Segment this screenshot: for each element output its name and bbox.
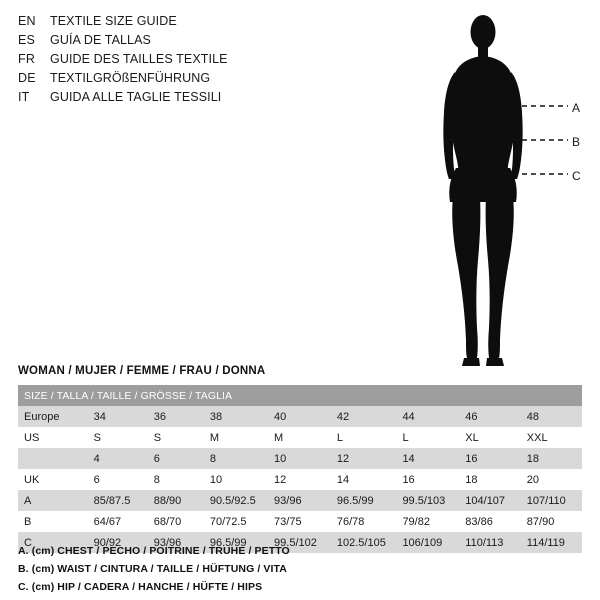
cell: 76/78 [331, 511, 397, 532]
cell: 114/119 [521, 532, 582, 553]
cell: 34 [88, 406, 148, 427]
cell: 90.5/92.5 [204, 490, 268, 511]
language-text-de: TEXTILGRÖßENFÜHRUNG [50, 71, 211, 85]
measure-label-c: C [572, 169, 581, 183]
table-row [18, 490, 582, 511]
cell: 10 [204, 469, 268, 490]
language-row-it [18, 90, 318, 109]
language-row-en [18, 14, 318, 33]
language-header [18, 14, 318, 109]
measure-label-b: B [572, 135, 581, 149]
cell: 90/92 [88, 532, 148, 553]
cell: 93/96 [148, 532, 204, 553]
cell: 110/113 [459, 532, 521, 553]
cell: 18 [459, 469, 521, 490]
language-row-es [18, 33, 318, 52]
cell: L [331, 427, 397, 448]
cell: 88/90 [148, 490, 204, 511]
cell: 16 [459, 448, 521, 469]
cell: 18 [521, 448, 582, 469]
row-label-a: A [18, 490, 88, 511]
row-label-uk: UK [18, 469, 88, 490]
cell: 106/109 [396, 532, 459, 553]
cell: 64/67 [88, 511, 148, 532]
body-figure [420, 10, 590, 370]
measure-label-a: A [572, 101, 581, 115]
language-row-de [18, 71, 318, 90]
cell: 73/75 [268, 511, 331, 532]
language-row-fr [18, 52, 318, 71]
cell: 14 [331, 469, 397, 490]
language-text-fr: GUIDE DES TAILLES TEXTILE [50, 52, 228, 66]
cell: 8 [204, 448, 268, 469]
cell: 85/87.5 [88, 490, 148, 511]
language-code-en: EN [18, 14, 36, 28]
language-code-fr: FR [18, 52, 36, 66]
cell: S [148, 427, 204, 448]
cell: 16 [396, 469, 459, 490]
size-table [18, 385, 582, 553]
cell: 8 [148, 469, 204, 490]
legend-hip: C. (cm) HIP / CADERA / HANCHE / HÜFTE / HIPS [18, 581, 263, 593]
cell: 12 [331, 448, 397, 469]
cell: M [204, 427, 268, 448]
language-text-es: GUÍA DE TALLAS [50, 33, 151, 47]
cell: 4 [88, 448, 148, 469]
table-row [18, 406, 582, 427]
row-label-europe: Europe [18, 406, 88, 427]
table-row [18, 448, 582, 469]
cell: 38 [204, 406, 268, 427]
language-code-it: IT [18, 90, 30, 104]
row-label-b: B [18, 511, 88, 532]
cell: 46 [459, 406, 521, 427]
cell: 10 [268, 448, 331, 469]
table-header-label: SIZE / TALLA / TAILLE / GRÖSSE / TAGLIA [18, 385, 582, 406]
row-label-us-numeric [18, 448, 88, 469]
language-code-es: ES [18, 33, 36, 47]
cell: 99.5/102 [268, 532, 331, 553]
cell: 48 [521, 406, 582, 427]
table-row [18, 469, 582, 490]
cell: L [396, 427, 459, 448]
row-label-c: C [18, 532, 88, 553]
cell: 14 [396, 448, 459, 469]
legend-chest: A. (cm) CHEST / PECHO / POITRINE / TRUHE / PETTO [18, 545, 290, 557]
language-text-it: GUIDA ALLE TAGLIE TESSILI [50, 90, 222, 104]
cell: 93/96 [268, 490, 331, 511]
cell: 96.5/99 [331, 490, 397, 511]
cell: XXL [521, 427, 582, 448]
cell: 99.5/103 [396, 490, 459, 511]
cell: 68/70 [148, 511, 204, 532]
legend-waist: B. (cm) WAIST / CINTURA / TAILLE / HÜFTUNG / VITA [18, 563, 287, 575]
table-row [18, 511, 582, 532]
cell: 12 [268, 469, 331, 490]
cell: 44 [396, 406, 459, 427]
language-code-de: DE [18, 71, 36, 85]
table-caption: WOMAN / MUJER / FEMME / FRAU / DONNA [18, 365, 266, 377]
cell: 36 [148, 406, 204, 427]
cell: 96.5/99 [204, 532, 268, 553]
cell: 87/90 [521, 511, 582, 532]
row-label-us: US [18, 427, 88, 448]
cell: 107/110 [521, 490, 582, 511]
cell: XL [459, 427, 521, 448]
cell: 104/107 [459, 490, 521, 511]
female-silhouette-icon [420, 10, 590, 370]
language-text-en: TEXTILE SIZE GUIDE [50, 14, 177, 28]
cell: 6 [88, 469, 148, 490]
table-header-row [18, 385, 582, 406]
cell: 102.5/105 [331, 532, 397, 553]
cell: 70/72.5 [204, 511, 268, 532]
table-row [18, 427, 582, 448]
cell: 6 [148, 448, 204, 469]
cell: S [88, 427, 148, 448]
cell: 42 [331, 406, 397, 427]
cell: 40 [268, 406, 331, 427]
cell: 83/86 [459, 511, 521, 532]
cell: M [268, 427, 331, 448]
cell: 20 [521, 469, 582, 490]
cell: 79/82 [396, 511, 459, 532]
